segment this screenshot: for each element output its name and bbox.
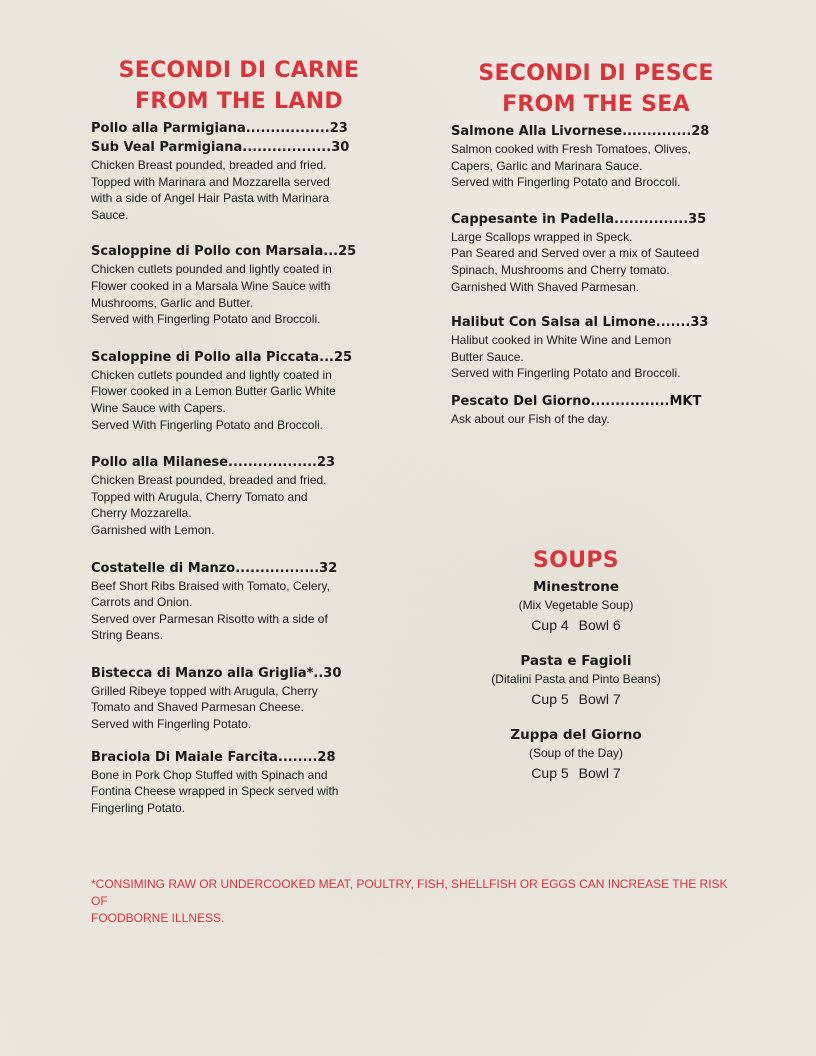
disclaimer-line: FOODBORNE ILLNESS. <box>91 911 225 925</box>
desc-line: Beef Short Ribs Braised with Tomato, Celery, <box>91 578 330 593</box>
desc-line: Garnished With Shaved Parmesan. <box>451 279 640 294</box>
desc-line: Served over Parmesan Risotto with a side of <box>91 611 328 626</box>
item-name: Salmone Alla Livornese..............28 <box>451 124 710 139</box>
item-description <box>91 367 366 433</box>
desc-line: Served With Fingerling Potato and Broccoli. <box>91 417 324 432</box>
item-description <box>91 578 366 644</box>
sea-title-line2: FROM THE SEA <box>502 92 690 117</box>
desc-line: Garnished with Lemon. <box>91 522 215 537</box>
soup-cup-price: Cup 5 <box>531 765 569 781</box>
desc-line: Grilled Ribeye topped with Arugula, Cherry <box>91 683 318 698</box>
menu-item-braciola <box>91 748 366 817</box>
desc-line: Bone in Pork Chop Stuffed with Spinach and <box>91 767 328 782</box>
desc-line: Tomato and Shaved Parmesan Cheese. <box>91 700 304 715</box>
desc-line: Sauce. <box>91 207 129 222</box>
sea-section-title <box>446 58 746 120</box>
desc-line: Pan Seared and Served over a mix of Sauteed <box>451 246 700 261</box>
menu-item-halibut <box>451 313 731 382</box>
soup-note: (Mix Vegetable Soup) <box>518 598 634 612</box>
desc-line: Spinach, Mushrooms and Cherry tomato. <box>451 262 670 277</box>
soup-bowl-price: Bowl 7 <box>578 691 621 707</box>
item-name: Braciola Di Maiale Farcita........28 <box>91 749 336 765</box>
desc-line: Capers, Garlic and Marinara Sauce. <box>451 158 643 173</box>
desc-line: Fingerling Potato. <box>91 800 186 815</box>
desc-line: Ask about our Fish of the day. <box>451 411 610 426</box>
soup-price <box>466 614 686 636</box>
menu-item-scaloppine-piccata <box>91 348 366 433</box>
desc-line: Served with Fingerling Potato and Broccoli. <box>91 312 321 327</box>
sea-section <box>451 58 731 428</box>
soup-bowl-price: Bowl 7 <box>578 765 621 781</box>
desc-line: Butter Sauce. <box>451 349 524 364</box>
item-description <box>91 157 366 223</box>
item-name: Bistecca di Manzo alla Griglia*..30 <box>91 665 342 681</box>
desc-line: Topped with Arugula, Cherry Tomato and <box>91 489 308 504</box>
soup-bowl-price: Bowl 6 <box>578 617 621 633</box>
item-description <box>91 767 366 817</box>
desc-line: Chicken Breast pounded, breaded and fried. <box>91 473 327 488</box>
menu-item-cappesante <box>451 210 731 295</box>
item-description <box>451 229 731 295</box>
soup-item-minestrone <box>466 577 686 636</box>
desc-line: Large Scallops wrapped in Speck. <box>451 229 633 244</box>
item-name-sub: Sub Veal Parmigiana..................30 <box>91 140 350 155</box>
item-name: Scaloppine di Pollo alla Piccata...25 <box>91 349 353 365</box>
soup-item-pasta-fagioli <box>466 651 686 710</box>
item-description <box>451 411 731 428</box>
desc-line: Mushrooms, Garlic and Butter. <box>91 295 254 310</box>
disclaimer-line: *CONSIMING RAW OR UNDERCOOKED MEAT, POULTRY, FISH, SHELLFISH OR EGGS CAN INCREASE THE RISK OF <box>91 877 728 908</box>
desc-line: with a side of Angel Hair Pasta with Marinara <box>91 191 330 206</box>
item-description <box>91 472 366 538</box>
desc-line: Fontina Cheese wrapped in Speck served with <box>91 784 339 799</box>
desc-line: Served with Fingerling Potato and Broccoli. <box>451 366 681 381</box>
soup-name: Minestrone <box>532 579 620 595</box>
food-safety-disclaimer <box>91 876 731 927</box>
desc-line: Topped with Marinara and Mozzarella served <box>91 174 330 189</box>
land-section <box>91 55 366 816</box>
soup-item-zuppa <box>466 725 686 784</box>
item-description <box>451 332 731 382</box>
menu-item-salmone <box>451 122 731 191</box>
menu-item-pollo-parmigiana <box>91 119 366 223</box>
desc-line: Chicken Breast pounded, breaded and fried. <box>91 158 327 172</box>
desc-line: Salmon cooked with Fresh Tomatoes, Olives, <box>451 142 691 156</box>
soup-price <box>466 762 686 784</box>
desc-line: Served with Fingerling Potato and Broccoli. <box>451 175 681 190</box>
item-name: Cappesante in Padella...............35 <box>451 211 707 227</box>
item-description <box>91 683 366 733</box>
soup-name: Zuppa del Giorno <box>510 727 642 743</box>
soup-cup-price: Cup 5 <box>531 691 569 707</box>
item-name: Scaloppine di Pollo con Marsala...25 <box>91 244 357 260</box>
soup-note: (Ditalini Pasta and Pinto Beans) <box>491 672 661 686</box>
sea-title-line1: SECONDI DI PESCE <box>478 61 714 86</box>
soup-cup-price: Cup 4 <box>531 617 569 633</box>
desc-line: Flower cooked in a Marsala Wine Sauce with <box>91 278 331 293</box>
item-name: Halibut Con Salsa al Limone.......33 <box>451 315 709 331</box>
menu-item-pescato <box>451 392 731 428</box>
desc-line: Halibut cooked in White Wine and Lemon <box>451 333 672 348</box>
menu-item-costatelle <box>91 559 366 644</box>
land-title-line2: FROM THE LAND <box>135 89 343 114</box>
desc-line: Carrots and Onion. <box>91 595 193 610</box>
soup-name: Pasta e Fagioli <box>520 653 632 669</box>
desc-line: Chicken cutlets pounded and lightly coated in <box>91 367 332 382</box>
menu-item-scaloppine-marsala <box>91 242 366 327</box>
land-section-title <box>83 55 395 117</box>
menu-item-bistecca <box>91 664 366 733</box>
desc-line: Chicken cutlets pounded and lightly coated in <box>91 262 332 277</box>
desc-line: Wine Sauce with Capers. <box>91 400 226 415</box>
menu-item-pollo-milanese <box>91 453 366 538</box>
item-description <box>91 261 366 327</box>
desc-line: Flower cooked in a Lemon Butter Garlic White <box>91 384 336 399</box>
item-name: Pollo alla Parmigiana.................23 <box>91 121 348 136</box>
soup-price <box>466 688 686 710</box>
soup-note: (Soup of the Day) <box>528 746 624 760</box>
soups-section-title: SOUPS <box>533 548 619 573</box>
item-name: Pescato Del Giorno................MKT <box>451 393 702 409</box>
item-name: Pollo alla Milanese..................23 <box>91 455 336 471</box>
desc-line: String Beans. <box>91 628 164 643</box>
desc-line: Cherry Mozzarella. <box>91 506 192 521</box>
soups-section <box>466 545 686 799</box>
item-description <box>451 141 731 191</box>
item-name: Costatelle di Manzo.................32 <box>91 560 338 576</box>
desc-line: Served with Fingerling Potato. <box>91 717 252 732</box>
land-title-line1: SECONDI DI CARNE <box>118 58 360 83</box>
